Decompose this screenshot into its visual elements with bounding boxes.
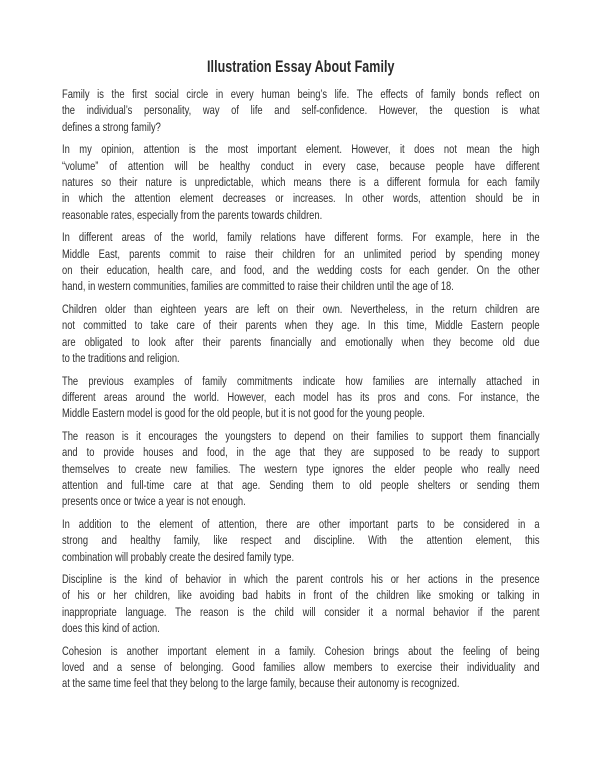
- essay-line: not committed to take care of their parents when they age. In this time, Middle Eastern people: [62, 318, 540, 333]
- essay-paragraph: [62, 141, 540, 223]
- essay-line: loved and a sense of belonging. Good families allow members to exercise their individuality and: [62, 660, 540, 674]
- essay-line: different areas around the world. However, each model has its pros and cons. For instance, the: [62, 389, 540, 404]
- essay-line: Discipline is the kind of behavior in which the parent controls his or her actions in the presence: [62, 571, 540, 586]
- essay-line: In different areas of the world, family relations have different forms. For example, here in the: [62, 230, 540, 245]
- essay-body: [62, 86, 540, 692]
- essay-line: combination will probably create the desired family type.: [62, 549, 295, 564]
- essay-paragraph: [62, 571, 540, 637]
- essay-paragraph: [62, 428, 540, 510]
- essay-line: inappropriate language. The reason is the child will consider it a normal behavior if the parent: [62, 604, 540, 619]
- essay-line: Middle Eastern model is good for the old people, but it is not good for the young people.: [62, 406, 425, 421]
- essay-title: Illustration Essay About Family: [206, 58, 395, 76]
- essay-paragraph: [62, 516, 540, 565]
- essay-line: in which the attention element decreases or increases. In other words, attention should be in: [62, 191, 540, 206]
- essay-line: of his or her children, like avoiding bad habits in front of the children like smoking or talking in: [62, 588, 540, 603]
- essay-line: reasonable rates, especially from the parents towards children.: [62, 207, 323, 222]
- essay-paragraph: [62, 301, 540, 367]
- essay-content: [62, 57, 540, 692]
- essay-line: Family is the first social circle in every human being’s life. The effects of family bonds reflect on: [62, 87, 540, 101]
- essay-line: on their education, health care, and food, and the wedding costs for each gender. On the other: [62, 263, 540, 278]
- essay-line: presents once or twice a year is not enough.: [62, 494, 246, 509]
- essay-line: hand, in western communities, families are committed to raise their children until the age of 18.: [62, 279, 454, 294]
- essay-line: The previous examples of family commitments indicate how families are internally attached in: [62, 373, 540, 388]
- essay-line: “volume” of attention will be healthy conduct in every case, because people have different: [62, 158, 540, 173]
- essay-line: themselves to create new families. The western type ignores the elder people who really need: [62, 461, 540, 476]
- essay-paragraph: [62, 86, 540, 135]
- essay-line: to the traditions and religion.: [62, 351, 180, 366]
- essay-line: Children older than eighteen years are left on their own. Nevertheless, in the return children are: [62, 301, 540, 316]
- essay-line: attention and full-time care at that age. Sending them to old people shelters or sending them: [62, 477, 540, 492]
- essay-line: are obligated to look after their parents financially and emotionally when they become old due: [62, 334, 540, 349]
- essay-line: does this kind of action.: [62, 621, 160, 636]
- essay-line: defines a strong family?: [62, 119, 161, 134]
- essay-line: and to provide houses and food, in the age that they are supposed to be ready to support: [62, 445, 540, 460]
- essay-line: Middle East, parents commit to raise their children for an unlimited period by spending money: [62, 246, 540, 261]
- essay-paragraph: [62, 373, 540, 422]
- essay-line: strong and healthy family, like respect and discipline. With the attention element, this: [62, 533, 540, 548]
- essay-line: at the same time feel that they belong to the large family, because their autonomy is recognized.: [62, 676, 460, 691]
- essay-line: natures so their nature is unpredictable, which means there is a different formula for each family: [62, 175, 540, 190]
- essay-paragraph: [62, 229, 540, 295]
- essay-line: Cohesion is another important element in a family. Cohesion brings about the feeling of being: [62, 643, 540, 658]
- essay-line: the individual’s personality, way of life and self-confidence. However, the question is what: [62, 103, 540, 118]
- essay-line: In addition to the element of attention, there are other important parts to be considered in a: [62, 516, 540, 531]
- essay-line: The reason is it encourages the youngsters to depend on their families to support them financially: [62, 428, 540, 443]
- essay-line: In my opinion, attention is the most important element. However, it does not mean the high: [62, 142, 540, 157]
- essay-paragraph: [62, 643, 540, 692]
